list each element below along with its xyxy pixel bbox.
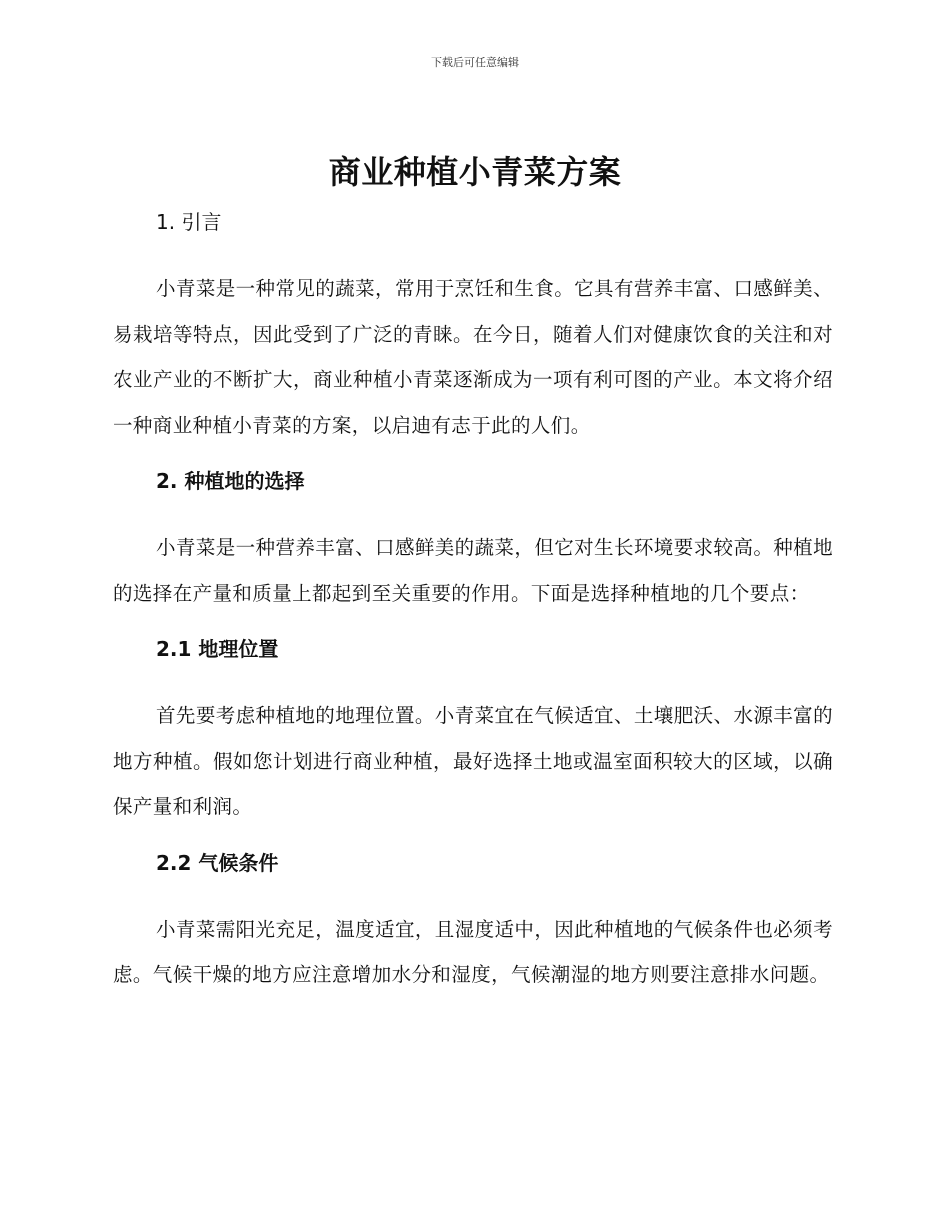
section-paragraph-climate: 小青菜需阳光充足，温度适宜，且湿度适中，因此种植地的气候条件也必须考虑。气候干燥的地方应注意增加水分和湿度，气候潮湿的地方则要注意排水问题。 [113,917,833,986]
section-paragraph-introduction: 小青菜是一种常见的蔬菜，常用于烹饪和生食。它具有营养丰富、口感鲜美、易栽培等特点，因此受到了广泛的青睐。在今日，随着人们对健康饮食的关注和对农业产业的不断扩大，商业种植小青菜逐渐成为一项有利可图的产业。本文将介绍一种商业种植小青菜的方案，以启迪有志于此的人们。 [113,277,833,437]
section-heading-climate: 2.2 气候条件 [156,850,279,875]
section-heading-introduction: 1. 引言 [156,210,222,234]
section-heading-site-selection: 2. 种植地的选择 [156,469,305,493]
section-paragraph-site-selection: 小青菜是一种营养丰富、口感鲜美的蔬菜，但它对生长环境要求较高。种植地的选择在产量和质量上都起到至关重要的作用。下面是选择种植地的几个要点： [113,536,833,605]
header-note: 下载后可任意编辑 [431,56,519,69]
section-heading-location: 2.1 地理位置 [156,637,279,661]
document-title: 商业种植小青菜方案 [328,153,622,191]
section-paragraph-location: 首先要考虑种植地的地理位置。小青菜宜在气候适宜、土壤肥沃、水源丰富的地方种植。假如您计划进行商业种植，最好选择土地或温室面积较大的区域，以确保产量和利润。 [113,704,833,818]
document-body [113,198,833,1007]
